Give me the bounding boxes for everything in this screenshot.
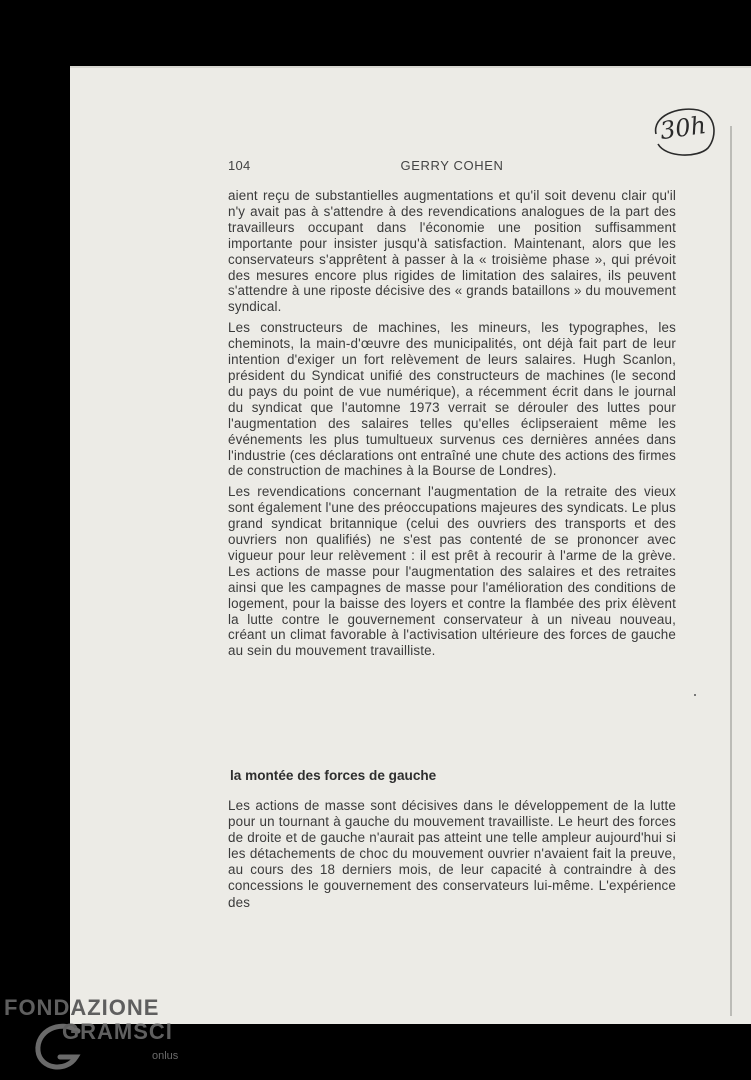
logo-line-1: FONDAZIONE: [4, 995, 160, 1020]
fondazione-gramsci-logo: [4, 995, 194, 1080]
page-header: [228, 158, 676, 176]
logo-line-2: GRAMSCI: [62, 1019, 173, 1044]
document-page: [70, 66, 751, 1024]
stamp-text: 30h: [658, 110, 708, 146]
right-margin-rule: [730, 126, 732, 1016]
logo-subtitle: onlus: [152, 1050, 179, 1062]
section-title: la montée des forces de gauche: [230, 768, 437, 783]
page-number: 104: [228, 158, 251, 173]
page-top-edge: [70, 66, 751, 68]
paragraph: Les revendications concernant l'augmentation de la retraite des vieux sont également l'une des préoccupations majeures des syndicats. Le plus grand syndicat britannique (celui des ouvriers des transports et des ouvriers non qualifiés) ne s'est pas contenté de se prononcer avec vigueur pour leur relèvement : il est prêt à recourir à l'arme de la grève. Les actions de masse pour l'augmentation des salaires et des retraites ainsi que les campagnes de masse pour l'amélioration des conditions de logement, pour la baisse des loyers et contre la flambée des prix élèvent la lutte contre le gouvernement conservateur à un niveau nouveau, créant un climat favorable à l'activisation ultérieure des forces de gauche au sein du mouvement travailliste.: [228, 484, 676, 659]
paragraph: Les constructeurs de machines, les mineurs, les typographes, les cheminots, la main-d'œuvre des municipalités, ont déjà fait part de leur intention d'exiger un fort relèvement de leurs salaires. Hugh Scanlon, président du Syndicat unifié des constructeurs de machines (le second du pays du point de vue numérique), a récemment écrit dans le journal du syndicat que l'automne 1973 verrait se dérouler des luttes pour l'augmentation des salaires telles qu'elles éclipseraient même les événements les plus tumultueux survenus ces dernières années dans l'industrie (ces déclarations ont entraîné une chute des actions des firmes de construction de machines à la Bourse de Londres).: [228, 320, 676, 479]
paragraph: Les actions de masse sont décisives dans le développement de la lutte pour un tournant à gauche du mouvement travailliste. Le heurt des forces de droite et de gauche n'aurait pas atteint une telle ampleur aujourd'hui si les détachements de choc du mouvement ouvrier n'avaient fait la preuve, au cours des 18 derniers mois, de leur capacité à contraindre à des concessions le gouvernement des conservateurs lui-même. L'expérience des: [228, 798, 676, 910]
paragraph: aient reçu de substantielles augmentations et qu'il soit devenu clair qu'il n'y avait pas à s'attendre à des revendications analogues de la part des travailleurs occupant dans l'économie une position suffisamment importante pour insister jusqu'à satisfaction. Maintenant, alors que les conservateurs s'apprêtent à passer à la « troisième phase », qui prévoit des mesures encore plus rigides de limitation des salaires, ils peuvent s'attendre à une riposte décisive des « grands bataillons » du mouvement syndical.: [228, 188, 676, 315]
running-title: GERRY COHEN: [400, 158, 504, 173]
body-text: [228, 188, 676, 664]
section-body-text: [228, 798, 676, 911]
ink-dot: [694, 694, 696, 696]
archive-handwritten-stamp: [648, 104, 718, 158]
